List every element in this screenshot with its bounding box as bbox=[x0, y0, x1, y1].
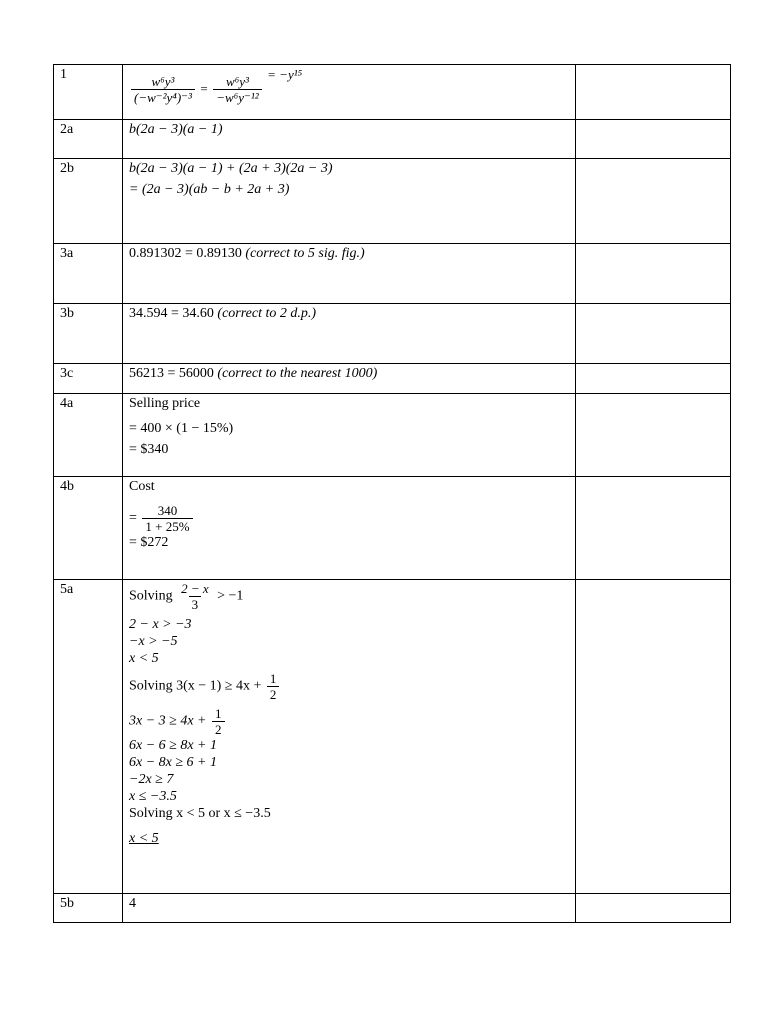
numerator: w⁶y³ bbox=[151, 74, 175, 90]
answer-line: 2 − x > −3 bbox=[129, 617, 192, 632]
table-row bbox=[54, 394, 731, 477]
numerator: 340 bbox=[157, 503, 178, 518]
answer-line: b(2a − 3)(a − 1) bbox=[129, 122, 223, 137]
table-row bbox=[54, 244, 731, 304]
table-row bbox=[54, 120, 731, 159]
fraction bbox=[178, 581, 212, 612]
answer-cell bbox=[123, 120, 576, 159]
answer-line: −x > −5 bbox=[129, 634, 178, 649]
rounding-note: (correct to the nearest 1000) bbox=[217, 366, 378, 381]
answer-line bbox=[129, 581, 569, 612]
table-row bbox=[54, 580, 731, 894]
answer-line: = (2a − 3)(ab − b + 2a + 3) bbox=[129, 182, 290, 197]
question-number: 4b bbox=[54, 477, 123, 580]
rounding-note: (correct to 5 sig. fig.) bbox=[245, 246, 365, 261]
answer-line: −2x ≥ 7 bbox=[129, 772, 174, 787]
fraction bbox=[142, 503, 192, 534]
answer-line: 6x − 8x ≥ 6 + 1 bbox=[129, 755, 218, 770]
inequality: 3x − 3 ≥ 4x + bbox=[129, 713, 207, 729]
answer-line: x ≤ −3.5 bbox=[129, 789, 177, 804]
solving-label: Solving bbox=[129, 588, 173, 604]
fraction bbox=[267, 671, 280, 702]
answer-line bbox=[129, 671, 569, 702]
answer-value: 56213 = 56000 bbox=[129, 366, 214, 381]
answer-line: x < 5 bbox=[129, 651, 159, 666]
marks-cell bbox=[576, 477, 731, 580]
answer-heading: Cost bbox=[129, 479, 155, 494]
answer-value: 0.891302 = 0.89130 bbox=[129, 246, 242, 261]
numerator: 2 − x bbox=[181, 581, 209, 596]
marks-cell bbox=[576, 65, 731, 120]
solving-label: Solving 3(x − 1) ≥ 4x + bbox=[129, 678, 262, 694]
equals-sign: = bbox=[200, 81, 208, 96]
denominator: (−w⁻²y⁴)⁻³ bbox=[131, 89, 195, 105]
fraction bbox=[212, 706, 225, 737]
answer-line: = 400 × (1 − 15%) bbox=[129, 421, 234, 436]
answer-cell bbox=[123, 477, 576, 580]
answer-cell: 4 bbox=[123, 894, 576, 923]
inequality-rhs: > −1 bbox=[217, 588, 244, 604]
table-row bbox=[54, 65, 731, 120]
marks-cell bbox=[576, 120, 731, 159]
table-row bbox=[54, 364, 731, 394]
question-number: 4a bbox=[54, 394, 123, 477]
marks-cell bbox=[576, 894, 731, 923]
question-number: 2b bbox=[54, 159, 123, 244]
question-number: 5a bbox=[54, 580, 123, 894]
marks-cell bbox=[576, 159, 731, 244]
answer-cell bbox=[123, 364, 576, 394]
denominator: 1 + 25% bbox=[142, 518, 192, 534]
rounding-note: (correct to 2 d.p.) bbox=[217, 306, 317, 321]
fraction bbox=[131, 74, 195, 105]
answer-cell bbox=[123, 244, 576, 304]
answer-line bbox=[129, 706, 569, 737]
marks-cell bbox=[576, 244, 731, 304]
numerator: w⁶y³ bbox=[226, 74, 249, 90]
answer-line: = $340 bbox=[129, 442, 169, 457]
answer-line: 6x − 6 ≥ 8x + 1 bbox=[129, 738, 218, 753]
marks-cell bbox=[576, 364, 731, 394]
question-number: 3a bbox=[54, 244, 123, 304]
question-number: 3c bbox=[54, 364, 123, 394]
answer-cell bbox=[123, 304, 576, 364]
final-answer: x < 5 bbox=[129, 831, 159, 846]
marks-cell bbox=[576, 580, 731, 894]
answer-line: = $272 bbox=[129, 535, 169, 550]
answer-cell bbox=[123, 394, 576, 477]
answer-cell bbox=[123, 159, 576, 244]
result: = −y¹⁵ bbox=[267, 67, 303, 82]
denominator: 2 bbox=[267, 686, 280, 702]
answer-cell bbox=[123, 580, 576, 894]
answer-line: b(2a − 3)(a − 1) + (2a + 3)(2a − 3) bbox=[129, 161, 333, 176]
fraction bbox=[213, 74, 261, 105]
denominator: 3 bbox=[189, 596, 202, 612]
table-row bbox=[54, 159, 731, 244]
table-row bbox=[54, 304, 731, 364]
denominator: −w⁶y⁻¹² bbox=[213, 89, 261, 105]
answer-value: 34.594 = 34.60 bbox=[129, 306, 214, 321]
answer-heading: Selling price bbox=[129, 396, 201, 411]
answer-line bbox=[129, 503, 569, 534]
answer-cell bbox=[123, 65, 576, 120]
question-number: 3b bbox=[54, 304, 123, 364]
question-number: 5b bbox=[54, 894, 123, 923]
denominator: 2 bbox=[212, 721, 225, 737]
answer-line: Solving x < 5 or x ≤ −3.5 bbox=[129, 806, 271, 821]
table-row bbox=[54, 894, 731, 923]
question-number: 1 bbox=[54, 65, 123, 120]
table-row bbox=[54, 477, 731, 580]
numerator: 1 bbox=[215, 706, 222, 721]
marks-cell bbox=[576, 304, 731, 364]
answer-table bbox=[53, 64, 731, 923]
equals-sign: = bbox=[129, 510, 137, 526]
numerator: 1 bbox=[269, 671, 277, 686]
question-number: 2a bbox=[54, 120, 123, 159]
marks-cell bbox=[576, 394, 731, 477]
